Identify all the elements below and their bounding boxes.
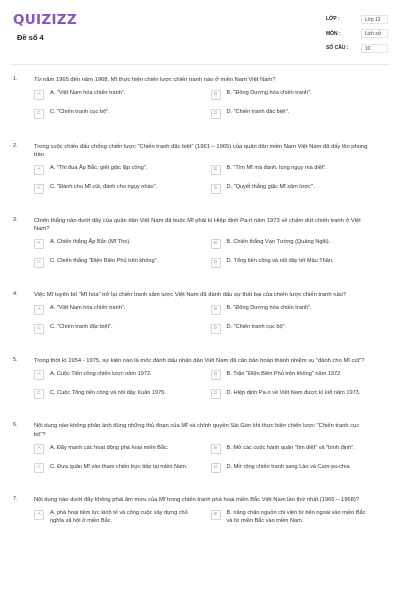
- question-number: 6.: [13, 422, 18, 429]
- header: [0, 0, 400, 62]
- answer-options: [34, 89, 372, 127]
- option-text: B. Mở các cuộc hành quân "tìm diệt" và "bình định".: [226, 444, 355, 451]
- question-text: Nội dung nào không phản ánh đúng những thủ đoạn của Mĩ và chính quyền Sài Gòn khi thực hiện chiến lược "Chiến tranh cục bộ"?: [34, 423, 360, 438]
- option-text: D. "Chiến tranh đặc biệt".: [226, 109, 290, 116]
- option-letter-box: A: [34, 90, 44, 100]
- option-text: B. "Tìm Mĩ mà đánh, lùng ngụy mà diệt".: [226, 165, 327, 172]
- question-item: [0, 422, 400, 481]
- option-text: B. Chiến thắng Vạn Tường (Quảng Ngãi).: [226, 239, 331, 246]
- question-number: 3.: [13, 216, 18, 223]
- answer-option-a[interactable]: [34, 164, 196, 178]
- option-text: A. "Việt Nam hóa chiến tranh".: [50, 305, 126, 312]
- answer-option-b[interactable]: [211, 443, 373, 457]
- option-letter-box: C: [34, 463, 44, 473]
- answer-option-b[interactable]: [211, 369, 373, 383]
- answer-options: [34, 304, 372, 342]
- answer-option-d[interactable]: [211, 183, 373, 197]
- question-number: 7.: [13, 496, 18, 503]
- answer-option-a[interactable]: [34, 304, 196, 318]
- answer-option-d[interactable]: [211, 323, 373, 337]
- option-letter-box: D: [211, 463, 221, 473]
- subject-row: [326, 27, 388, 42]
- answer-option-a[interactable]: [34, 89, 196, 103]
- answer-option-c[interactable]: [34, 257, 196, 271]
- answer-option-c[interactable]: [34, 108, 196, 122]
- option-letter-box: B: [211, 239, 221, 249]
- question-number: 2.: [13, 142, 18, 149]
- option-text: D. Mở rộng chiến tranh sang Lào và Cam-pu-chia: [226, 463, 350, 470]
- answer-option-b[interactable]: [211, 164, 373, 178]
- option-text: D. "Chiến tranh cục bộ".: [226, 324, 287, 331]
- option-letter-box: A: [34, 305, 44, 315]
- option-text: B. Trận "Điện Biên Phủ trên không" năm 1972.: [226, 370, 342, 377]
- option-letter-box: B: [211, 165, 221, 175]
- option-text: B. "Đông Dương hóa chiến tranh".: [226, 90, 312, 97]
- option-letter-box: C: [34, 109, 44, 119]
- option-letter-box: A: [34, 444, 44, 454]
- answer-option-b[interactable]: [211, 89, 373, 103]
- option-text: A. Chiến thắng Ấp Bắc (Mĩ Tho).: [50, 239, 131, 246]
- option-text: C. "Chiến tranh đặc biệt".: [50, 324, 113, 331]
- question-text: Trong cuộc chiến đấu chống chiến lược "Chiến tranh đặc biệt" (1961 – 1965) của quân dân miền Nam Việt Nam đã dấy lên phong trào: [34, 143, 368, 159]
- option-letter-box: D: [211, 324, 221, 334]
- option-letter-box: D: [211, 184, 221, 194]
- option-text: A. "Thi đua Ấp Bắc, giết giặc lập công".: [50, 165, 148, 172]
- answer-option-a[interactable]: [34, 443, 196, 457]
- option-letter-box: B: [211, 90, 221, 100]
- answer-option-b[interactable]: [211, 509, 373, 526]
- option-letter-box: A: [34, 165, 44, 175]
- answer-option-b[interactable]: [211, 238, 373, 252]
- option-text: C. "Chiến tranh cục bộ".: [50, 109, 110, 116]
- class-label: LỚP :: [326, 16, 340, 23]
- answer-option-c[interactable]: [34, 462, 196, 476]
- answer-option-d[interactable]: [211, 257, 373, 271]
- question-text: Trong thời kì 1954 - 1975, sự kiện nào là mốc đánh dấu nhân dân Việt Nam đã căn bản hoàn thành nhiệm vụ "đánh cho Mĩ cút"?: [34, 357, 365, 364]
- question-list: [0, 76, 400, 545]
- answer-option-c[interactable]: [34, 323, 196, 337]
- question-item: [0, 76, 400, 127]
- option-letter-box: A: [34, 510, 44, 520]
- option-text: C. Cuộc Tổng tiến công và nổi dậy Xuân 1975.: [50, 389, 166, 396]
- option-letter-box: B: [211, 305, 221, 315]
- option-letter-box: C: [34, 258, 44, 268]
- option-letter-box: D: [211, 109, 221, 119]
- question-text: Nội dung nào dưới đây không phải âm mưu của Mĩ trong chiến tranh phá hoại miền Bắc Việt Nam lần thứ nhất (1965 – 1968)?: [34, 497, 360, 504]
- option-letter-box: D: [211, 389, 221, 399]
- answer-option-a[interactable]: [34, 238, 196, 252]
- option-letter-box: B: [211, 510, 221, 520]
- option-text: A. Cuộc Tiến công chiến lược năm 1972.: [50, 370, 152, 377]
- option-text: A. "Việt Nam hóa chiến tranh".: [50, 90, 126, 97]
- option-letter-box: C: [34, 389, 44, 399]
- option-text: C. "Đánh cho Mĩ cút, đánh cho ngụy nhào".: [50, 184, 158, 191]
- header-divider: [10, 64, 390, 65]
- option-letter-box: C: [34, 184, 44, 194]
- option-text: A. Đẩy mạnh các hoạt động phá hoại miền Bắc.: [50, 444, 169, 451]
- count-row: [326, 41, 388, 56]
- answer-option-d[interactable]: [211, 108, 373, 122]
- question-number: 1.: [13, 76, 18, 82]
- option-text: B. "Đông Dương hóa chiến tranh".: [226, 305, 312, 312]
- option-letter-box: B: [211, 444, 221, 454]
- option-letter-box: D: [211, 258, 221, 268]
- answer-option-c[interactable]: [34, 183, 196, 197]
- answer-options: [34, 509, 372, 531]
- subject-value: Lịch sử: [361, 29, 388, 38]
- question-item: [0, 217, 400, 276]
- option-text: D. Hiệp định Pa-ri về Việt Nam được kí kết năm 1973.: [226, 389, 361, 396]
- answer-options: [34, 164, 372, 202]
- question-item: [0, 496, 400, 530]
- count-value: 10: [361, 44, 388, 53]
- question-text: Việc Mĩ tuyên bố "Mĩ hóa" trở lại chiến tranh xâm lược Việt Nam đã đánh dấu sự thất bại của chiến lược chiến tranh nào?: [34, 291, 347, 298]
- option-letter-box: B: [211, 370, 221, 380]
- class-row: [326, 12, 388, 27]
- option-text: A. phá hoại tiềm lực kinh tế và công cuộc xây dựng chủ nghĩa xã hội ở miền Bắc.: [50, 510, 188, 525]
- answer-options: [34, 238, 372, 276]
- question-item: [0, 291, 400, 342]
- answer-option-c[interactable]: [34, 388, 196, 402]
- answer-option-a[interactable]: [34, 509, 196, 526]
- question-text: Chiến thắng nào dưới đây của quân dân Việt Nam đã buộc Mĩ phải kí Hiệp định Pa-ri năm 1973 về chấm dứt chiến tranh ở Việt Nam?: [34, 217, 361, 233]
- quiz-meta: [326, 12, 388, 56]
- option-text: C. Chiến thắng "Điện Biên Phủ trên không".: [50, 258, 159, 265]
- quizizz-logo: QUIZIZZ: [13, 12, 77, 28]
- question-number: 4.: [13, 290, 18, 297]
- question-item: [0, 143, 400, 202]
- answer-option-a[interactable]: [34, 369, 196, 383]
- option-text: C. Đưa quân Mĩ vào tham chiến trực tiếp tại miền Nam.: [50, 463, 188, 470]
- answer-option-d[interactable]: [211, 388, 373, 402]
- class-value: Lớp 12: [361, 15, 388, 24]
- option-letter-box: C: [34, 324, 44, 334]
- option-text: B. nâng chặn nguồn chi viện từ bên ngoài vào miền Bắc và từ miền Bắc vào miền Nam.: [226, 510, 366, 525]
- option-text: D. Tổng tiến công và nổi dậy tết Mậu Thân.: [226, 258, 334, 265]
- quiz-title: Đề số 4: [17, 33, 44, 42]
- question-number: 5.: [13, 356, 18, 363]
- answer-options: [34, 443, 372, 481]
- count-label: SỐ CÂU :: [326, 45, 349, 52]
- option-letter-box: A: [34, 370, 44, 380]
- question-item: [0, 357, 400, 408]
- answer-options: [34, 369, 372, 407]
- subject-label: MÔN :: [326, 30, 341, 37]
- answer-option-d[interactable]: [211, 462, 373, 476]
- option-letter-box: A: [34, 239, 44, 249]
- option-text: D. "Quyết thắng giặc Mĩ xâm lược".: [226, 184, 315, 191]
- answer-option-b[interactable]: [211, 304, 373, 318]
- question-text: Từ năm 1965 đến năm 1968, Mĩ thực hiện chiến lược chiến tranh nào ở miền Nam Việt Nam?: [34, 77, 276, 83]
